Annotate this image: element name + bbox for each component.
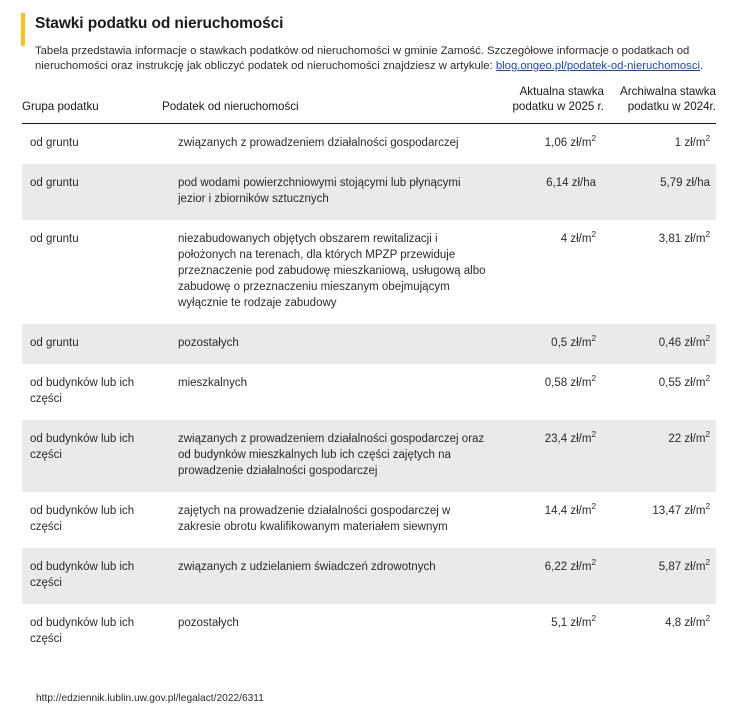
- cell-archive-rate-unit-exponent: 2: [705, 430, 710, 440]
- cell-archive-rate-unit-exponent: 2: [705, 230, 710, 240]
- table-row: [22, 324, 716, 364]
- cell-group: od gruntu: [22, 164, 162, 220]
- cell-archive-rate-unit-exponent: 2: [705, 614, 710, 624]
- cell-group: od gruntu: [30, 233, 79, 245]
- article-link[interactable]: blog.ongeo.pl/podatek-od-nieruchomosci: [495, 60, 700, 72]
- cell-archive-rate-value: 3,81 zł/m: [658, 233, 706, 245]
- table-header-row: [22, 84, 716, 124]
- cell-current-rate-unit-exponent: 2: [591, 374, 596, 384]
- cell-description: zajętych na prowadzenie działalności gospodarczej w zakresie obrotu kwalifikowanym materiałem siewnym: [178, 505, 451, 533]
- cell-group: od gruntu: [30, 137, 79, 149]
- cell-archive-rate-value: 0,46 zł/m: [658, 337, 706, 349]
- accent-bar: [21, 13, 25, 46]
- column-header-group: Grupa podatku: [22, 84, 162, 124]
- cell-archive-rate-value: 5,87 zł/m: [658, 561, 706, 573]
- cell-archive-rate-unit-exponent: 2: [705, 334, 710, 344]
- cell-current-rate-unit-exponent: 2: [591, 134, 596, 144]
- cell-description: związanych z prowadzeniem działalności gospodarczej: [178, 137, 459, 149]
- cell-current-rate: [492, 124, 604, 165]
- cell-archive-rate: [604, 220, 716, 324]
- cell-description: pozostałych: [178, 617, 239, 629]
- column-header-tax: Podatek od nieruchomości: [162, 84, 492, 124]
- cell-current-rate: [492, 164, 604, 220]
- cell-description: pod wodami powierzchniowymi stojącymi lub płynącymi jezior i zbiorników sztucznych: [162, 164, 492, 220]
- cell-current-rate-value: 5,1 zł/m: [551, 617, 592, 629]
- cell-archive-rate: [604, 548, 716, 604]
- cell-current-rate-value: 6,14 zł/ha: [546, 177, 596, 189]
- cell-archive-rate-unit-exponent: 2: [705, 134, 710, 144]
- cell-current-rate-value: 14,4 zł/m: [544, 505, 592, 517]
- table-row: [22, 604, 716, 660]
- cell-archive-rate-value: 4,8 zł/m: [665, 617, 706, 629]
- cell-archive-rate: [604, 420, 716, 492]
- cell-current-rate-unit-exponent: 2: [591, 430, 596, 440]
- source-url: http://edziennik.lublin.uw.gov.pl/legalact/2022/6311: [36, 693, 264, 704]
- cell-current-rate-unit-exponent: 2: [591, 334, 596, 344]
- cell-current-rate-unit-exponent: 2: [591, 502, 596, 512]
- cell-description: niezabudowanych objętych obszarem rewitalizacji i położonych na terenach, dla których MPZP przewiduje przeznaczenie pod zabudowę mieszkaniową, usługową albo zabudowę o przeznaczeniu mieszanym obejmującym wyłącznie te rodzaje zabudowy: [178, 233, 486, 309]
- table-header: [22, 84, 716, 124]
- cell-archive-rate-value: 22 zł/m: [668, 433, 706, 445]
- cell-archive-rate: [604, 124, 716, 165]
- cell-archive-rate: [604, 492, 716, 548]
- table-body: [22, 124, 716, 661]
- cell-group: od budynków lub ich części: [22, 548, 162, 604]
- table-row: [22, 492, 716, 548]
- cell-archive-rate: [604, 324, 716, 364]
- cell-group: od budynków lub ich części: [30, 505, 135, 533]
- cell-current-rate-unit-exponent: 2: [591, 614, 596, 624]
- cell-current-rate: [492, 604, 604, 660]
- intro-text-before-link: Tabela przedstawia informacje o stawkach podatków od nieruchomości w gminie Zamość. Szczegółowe informacje o podatkach od nieruchomości oraz instrukcję jak obliczyć podatek od nieruchomości znajdziesz w artykule:: [35, 45, 690, 72]
- cell-archive-rate: [604, 364, 716, 420]
- cell-description: związanych z prowadzeniem działalności gospodarczej oraz od budynków mieszkalnych lub ich części zajętych na prowadzenie działalności gospodarczej: [162, 420, 492, 492]
- cell-description: mieszkalnych: [178, 377, 248, 389]
- cell-current-rate: [492, 220, 604, 324]
- cell-archive-rate: [604, 604, 716, 660]
- table-row: [22, 548, 716, 604]
- cell-archive-rate-unit-exponent: 2: [705, 374, 710, 384]
- cell-current-rate-value: 6,22 zł/m: [544, 561, 592, 573]
- cell-group: od gruntu: [22, 324, 162, 364]
- cell-archive-rate-value: 5,79 zł/ha: [660, 177, 710, 189]
- cell-current-rate: [492, 492, 604, 548]
- cell-archive-rate-unit-exponent: 2: [705, 558, 710, 568]
- cell-current-rate: [492, 548, 604, 604]
- table-row: [22, 364, 716, 420]
- cell-current-rate-unit-exponent: 2: [591, 230, 596, 240]
- cell-current-rate-unit-exponent: 2: [591, 558, 596, 568]
- intro-paragraph: [35, 44, 721, 74]
- rates-table-wrapper: [22, 84, 716, 660]
- cell-current-rate-value: 23,4 zł/m: [544, 433, 592, 445]
- rates-table: [22, 84, 716, 660]
- cell-description: pozostałych: [162, 324, 492, 364]
- cell-archive-rate: [604, 164, 716, 220]
- cell-archive-rate-value: 13,47 zł/m: [652, 505, 706, 517]
- table-row: [22, 164, 716, 220]
- cell-current-rate-value: 4 zł/m: [560, 233, 592, 245]
- table-row: [22, 124, 716, 165]
- cell-current-rate: [492, 420, 604, 492]
- cell-archive-rate-value: 1 zł/m: [674, 137, 706, 149]
- cell-description: związanych z udzielaniem świadczeń zdrowotnych: [162, 548, 492, 604]
- cell-archive-rate-value: 0,55 zł/m: [658, 377, 706, 389]
- table-row: [22, 220, 716, 324]
- column-header-current: Aktualna stawka podatku w 2025 r.: [492, 84, 604, 124]
- cell-current-rate-value: 0,5 zł/m: [551, 337, 592, 349]
- table-row: [22, 420, 716, 492]
- cell-group: od budynków lub ich części: [30, 377, 135, 405]
- cell-archive-rate-unit-exponent: 2: [705, 502, 710, 512]
- header-block: [21, 12, 721, 74]
- cell-current-rate-value: 0,58 zł/m: [544, 377, 592, 389]
- intro-text-after-link: .: [699, 60, 704, 72]
- cell-current-rate: [492, 324, 604, 364]
- cell-group: od budynków lub ich części: [30, 617, 135, 645]
- cell-current-rate: [492, 364, 604, 420]
- cell-group: od budynków lub ich części: [22, 420, 162, 492]
- cell-current-rate-value: 1,06 zł/m: [544, 137, 592, 149]
- page-title: Stawki podatku od nieruchomości: [35, 15, 284, 32]
- column-header-archive: Archiwalna stawka podatku w 2024r.: [604, 84, 716, 124]
